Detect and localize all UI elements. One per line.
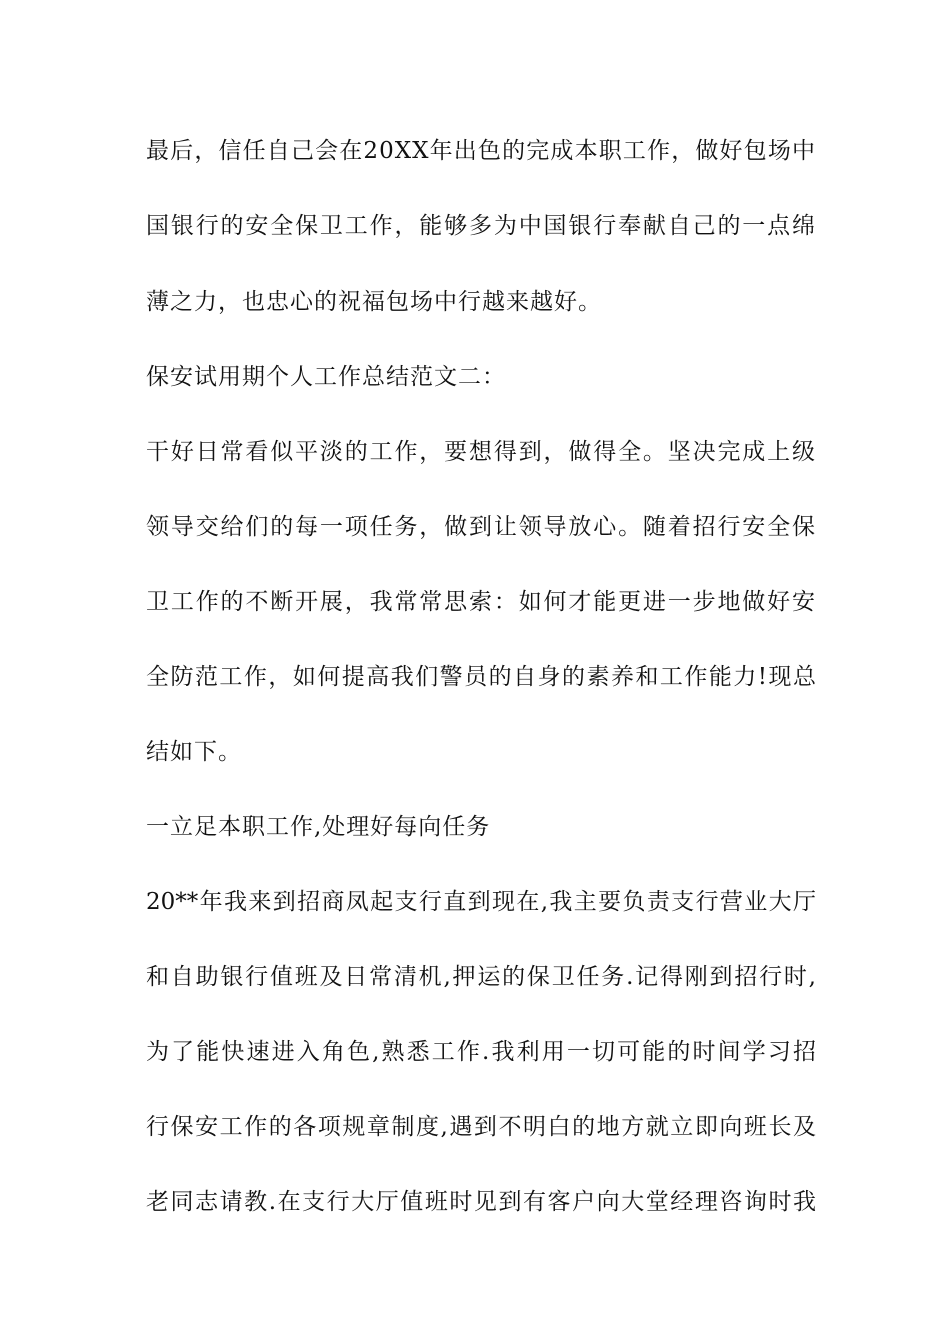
section-heading: 保安试用期个人工作总结范文二： <box>146 364 506 390</box>
paragraph-line: 最后，信任自己会在20XX年出色的完成本职工作，做好包场中 <box>146 138 816 164</box>
paragraph-line: 国银行的安全保卫工作，能够多为中国银行奉献自己的一点绵 <box>146 213 816 239</box>
paragraph-line: 结如下。 <box>146 739 242 765</box>
paragraph-line: 行保安工作的各项规章制度,遇到不明白的地方就立即向班长及 <box>146 1114 816 1140</box>
paragraph-line: 薄之力，也忠心的祝福包场中行越来越好。 <box>146 289 602 315</box>
paragraph-line: 和自助银行值班及日常清机,押运的保卫任务.记得刚到招行时, <box>146 964 816 990</box>
paragraph-line: 全防范工作，如何提高我们警员的自身的素养和工作能力!现总 <box>146 664 816 690</box>
paragraph-line: 老同志请教.在支行大厅值班时见到有客户向大堂经理咨询时我 <box>146 1189 816 1215</box>
paragraph-line: 干好日常看似平淡的工作，要想得到，做得全。坚决完成上级 <box>146 439 816 465</box>
paragraph-line: 领导交给们的每一项任务，做到让领导放心。随着招行安全保 <box>146 514 816 540</box>
section-heading: 一立足本职工作,处理好每向任务 <box>146 814 491 840</box>
paragraph-line: 20**年我来到招商凤起支行直到现在,我主要负责支行营业大厅 <box>146 889 816 915</box>
paragraph-line: 为了能快速进入角色,熟悉工作.我利用一切可能的时间学习招 <box>146 1039 816 1065</box>
paragraph-line: 卫工作的不断开展，我常常思索：如何才能更进一步地做好安 <box>146 589 816 615</box>
